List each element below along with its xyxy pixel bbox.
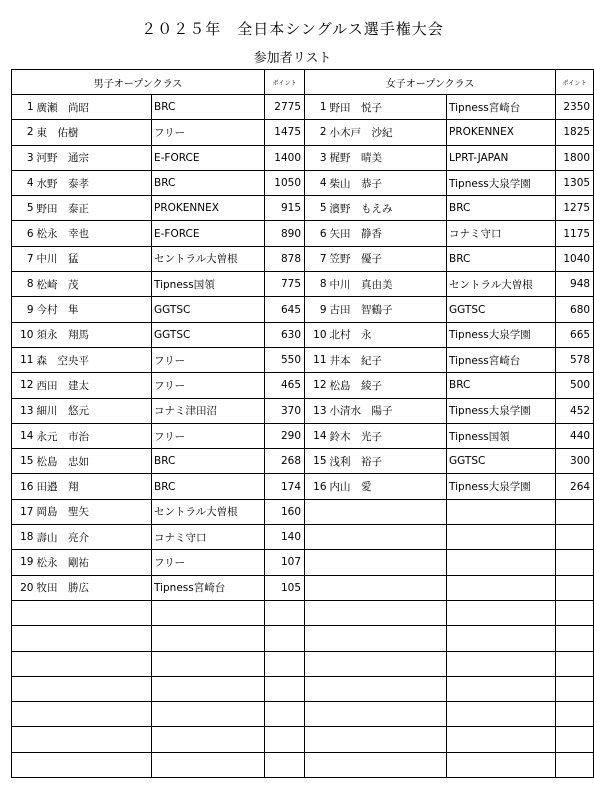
women-name-cell <box>329 626 447 651</box>
women-points-cell <box>556 525 594 550</box>
women-no-cell <box>305 600 329 625</box>
men-no-cell: 7 <box>12 246 36 271</box>
women-club-cell <box>447 651 556 676</box>
women-club-cell <box>447 727 556 752</box>
men-points-cell: 645 <box>265 297 305 322</box>
women-name-cell <box>329 651 447 676</box>
men-no-cell: 17 <box>12 499 36 524</box>
women-name-cell: 井本 紀子 <box>329 347 447 372</box>
men-no-cell: 6 <box>12 221 36 246</box>
men-points-cell: 107 <box>265 550 305 575</box>
women-name-cell <box>329 550 447 575</box>
women-name-cell: 小木戸 沙紀 <box>329 120 447 145</box>
table-body <box>12 95 594 778</box>
men-no-cell: 16 <box>12 474 36 499</box>
women-club-cell: PROKENNEX <box>447 120 556 145</box>
women-name-cell <box>329 752 447 777</box>
women-name-cell: 北村 永 <box>329 322 447 347</box>
women-name-cell: 小清水 陽子 <box>329 398 447 423</box>
women-club-cell: Tipness大泉学園 <box>447 322 556 347</box>
women-club-cell: Tipness大泉学園 <box>447 474 556 499</box>
women-name-cell: 矢田 静香 <box>329 221 447 246</box>
men-club-cell: Tipness国領 <box>152 272 265 297</box>
women-no-cell <box>305 676 329 701</box>
women-name-cell: 笠野 優子 <box>329 246 447 271</box>
women-no-cell <box>305 499 329 524</box>
women-name-cell: 松島 綾子 <box>329 373 447 398</box>
women-club-cell: Tipness宮崎台 <box>447 347 556 372</box>
men-points-cell: 268 <box>265 449 305 474</box>
men-name-cell: 細川 悠元 <box>36 398 152 423</box>
women-club-cell <box>447 702 556 727</box>
men-name-cell: 松永 剛祐 <box>36 550 152 575</box>
men-no-cell: 15 <box>12 449 36 474</box>
men-club-cell <box>152 626 265 651</box>
women-club-cell: BRC <box>447 373 556 398</box>
table-row <box>12 272 594 297</box>
women-no-cell: 6 <box>305 221 329 246</box>
table-row <box>12 499 594 524</box>
women-points-cell <box>556 499 594 524</box>
women-club-cell: セントラル大曽根 <box>447 272 556 297</box>
women-no-cell: 7 <box>305 246 329 271</box>
women-points-cell: 948 <box>556 272 594 297</box>
table-row <box>12 550 594 575</box>
men-no-cell: 3 <box>12 145 36 170</box>
men-name-cell: 壽山 亮介 <box>36 525 152 550</box>
women-name-cell <box>329 499 447 524</box>
men-points-cell: 1050 <box>265 170 305 195</box>
men-name-cell: 永元 市治 <box>36 423 152 448</box>
men-club-cell: BRC <box>152 474 265 499</box>
women-points-cell: 1040 <box>556 246 594 271</box>
women-club-cell <box>447 626 556 651</box>
women-points-cell <box>556 676 594 701</box>
men-name-cell: 須永 翔馬 <box>36 322 152 347</box>
table-row <box>12 221 594 246</box>
men-points-cell: 550 <box>265 347 305 372</box>
men-no-cell: 5 <box>12 196 36 221</box>
women-no-cell: 9 <box>305 297 329 322</box>
women-name-cell <box>329 600 447 625</box>
women-club-cell: GGTSC <box>447 297 556 322</box>
men-no-cell: 13 <box>12 398 36 423</box>
men-club-cell: E-FORCE <box>152 221 265 246</box>
participant-table <box>11 69 594 778</box>
women-club-cell <box>447 676 556 701</box>
men-name-cell <box>36 626 152 651</box>
men-club-cell: セントラル大曽根 <box>152 246 265 271</box>
table-row <box>12 373 594 398</box>
men-name-cell <box>36 752 152 777</box>
women-club-cell: BRC <box>447 196 556 221</box>
women-no-cell: 1 <box>305 95 329 120</box>
women-no-cell: 13 <box>305 398 329 423</box>
men-no-cell: 12 <box>12 373 36 398</box>
men-club-cell <box>152 727 265 752</box>
men-name-cell: 河野 通宗 <box>36 145 152 170</box>
table-row <box>12 398 594 423</box>
women-no-cell: 8 <box>305 272 329 297</box>
women-club-cell <box>447 600 556 625</box>
men-points-cell: 160 <box>265 499 305 524</box>
women-club-cell: GGTSC <box>447 449 556 474</box>
women-club-cell: コナミ守口 <box>447 221 556 246</box>
table-row <box>12 626 594 651</box>
men-name-cell: 廣瀬 尚昭 <box>36 95 152 120</box>
men-name-cell <box>36 600 152 625</box>
women-name-cell: 内山 愛 <box>329 474 447 499</box>
women-name-cell: 梶野 晴美 <box>329 145 447 170</box>
women-points-cell <box>556 752 594 777</box>
women-no-cell <box>305 525 329 550</box>
women-class-header: 女子オープンクラス <box>305 70 556 95</box>
women-club-cell: Tipness大泉学園 <box>447 170 556 195</box>
women-points-cell: 300 <box>556 449 594 474</box>
men-name-cell: 野田 泰正 <box>36 196 152 221</box>
men-no-cell <box>12 676 36 701</box>
men-club-cell: フリー <box>152 373 265 398</box>
men-no-cell: 14 <box>12 423 36 448</box>
table-row <box>12 600 594 625</box>
women-club-cell: Tipness宮崎台 <box>447 95 556 120</box>
women-name-cell: 中川 真由美 <box>329 272 447 297</box>
women-points-cell: 2350 <box>556 95 594 120</box>
women-name-cell <box>329 702 447 727</box>
women-no-cell: 15 <box>305 449 329 474</box>
men-points-cell: 290 <box>265 423 305 448</box>
women-points-cell: 1175 <box>556 221 594 246</box>
women-points-cell: 665 <box>556 322 594 347</box>
men-club-cell: Tipness宮崎台 <box>152 575 265 600</box>
table-row <box>12 651 594 676</box>
men-points-cell <box>265 626 305 651</box>
page-title: ２０２５年 全日本シングルス選手権大会 <box>141 20 444 38</box>
men-no-cell: 11 <box>12 347 36 372</box>
men-points-cell: 630 <box>265 322 305 347</box>
men-points-cell <box>265 600 305 625</box>
women-points-cell <box>556 575 594 600</box>
women-club-cell <box>447 550 556 575</box>
women-no-cell <box>305 550 329 575</box>
men-club-cell: PROKENNEX <box>152 196 265 221</box>
women-points-cell <box>556 550 594 575</box>
women-points-cell: 578 <box>556 347 594 372</box>
women-club-cell <box>447 752 556 777</box>
women-club-cell <box>447 499 556 524</box>
women-no-cell <box>305 702 329 727</box>
men-name-cell: 森 空央平 <box>36 347 152 372</box>
men-name-cell: 東 佑樹 <box>36 120 152 145</box>
men-name-cell: 水野 泰孝 <box>36 170 152 195</box>
men-club-cell: セントラル大曽根 <box>152 499 265 524</box>
men-no-cell <box>12 727 36 752</box>
men-points-header: ポイント <box>265 70 305 95</box>
women-no-cell: 3 <box>305 145 329 170</box>
men-name-cell: 松崎 茂 <box>36 272 152 297</box>
men-name-cell: 松島 忠如 <box>36 449 152 474</box>
men-points-cell <box>265 676 305 701</box>
women-no-cell: 5 <box>305 196 329 221</box>
table-row <box>12 246 594 271</box>
men-club-cell: GGTSC <box>152 322 265 347</box>
women-points-cell <box>556 727 594 752</box>
men-points-cell: 890 <box>265 221 305 246</box>
table-row <box>12 120 594 145</box>
men-name-cell <box>36 727 152 752</box>
table-row <box>12 727 594 752</box>
men-no-cell <box>12 702 36 727</box>
table-row <box>12 702 594 727</box>
table-row <box>12 474 594 499</box>
women-no-cell <box>305 651 329 676</box>
men-no-cell: 1 <box>12 95 36 120</box>
women-name-cell: 浅利 裕子 <box>329 449 447 474</box>
men-no-cell: 2 <box>12 120 36 145</box>
men-club-cell: フリー <box>152 423 265 448</box>
men-name-cell: 今村 隼 <box>36 297 152 322</box>
women-points-cell: 680 <box>556 297 594 322</box>
women-no-cell: 10 <box>305 322 329 347</box>
women-club-cell: BRC <box>447 246 556 271</box>
women-points-header: ポイント <box>556 70 594 95</box>
men-points-cell: 174 <box>265 474 305 499</box>
women-name-cell <box>329 676 447 701</box>
women-points-cell: 440 <box>556 423 594 448</box>
women-no-cell <box>305 727 329 752</box>
table-row <box>12 170 594 195</box>
men-name-cell: 牧田 勝広 <box>36 575 152 600</box>
table-row <box>12 525 594 550</box>
men-name-cell: 田邉 翔 <box>36 474 152 499</box>
women-points-cell <box>556 702 594 727</box>
men-no-cell <box>12 626 36 651</box>
men-club-cell <box>152 600 265 625</box>
women-name-cell: 濱野 もえみ <box>329 196 447 221</box>
men-points-cell <box>265 727 305 752</box>
women-points-cell: 1825 <box>556 120 594 145</box>
men-points-cell: 915 <box>265 196 305 221</box>
men-club-cell <box>152 651 265 676</box>
men-club-cell: BRC <box>152 449 265 474</box>
men-points-cell <box>265 752 305 777</box>
men-club-cell: コナミ守口 <box>152 525 265 550</box>
women-points-cell: 1305 <box>556 170 594 195</box>
men-points-cell <box>265 651 305 676</box>
women-no-cell: 14 <box>305 423 329 448</box>
men-name-cell <box>36 702 152 727</box>
women-club-cell <box>447 525 556 550</box>
men-points-cell: 1400 <box>265 145 305 170</box>
men-no-cell: 9 <box>12 297 36 322</box>
men-club-cell: GGTSC <box>152 297 265 322</box>
women-name-cell <box>329 525 447 550</box>
table-row <box>12 196 594 221</box>
women-name-cell <box>329 727 447 752</box>
women-no-cell: 2 <box>305 120 329 145</box>
table-row <box>12 575 594 600</box>
women-club-cell <box>447 575 556 600</box>
table-header-row <box>12 70 594 95</box>
men-club-cell <box>152 702 265 727</box>
women-points-cell: 1800 <box>556 145 594 170</box>
men-no-cell: 8 <box>12 272 36 297</box>
men-no-cell <box>12 651 36 676</box>
men-name-cell: 西田 建太 <box>36 373 152 398</box>
men-club-cell: コナミ津田沼 <box>152 398 265 423</box>
men-no-cell: 19 <box>12 550 36 575</box>
women-no-cell <box>305 575 329 600</box>
table-row <box>12 423 594 448</box>
table-row <box>12 297 594 322</box>
women-club-cell: Tipness大泉学園 <box>447 398 556 423</box>
men-club-cell: フリー <box>152 120 265 145</box>
men-name-cell: 中川 猛 <box>36 246 152 271</box>
men-points-cell: 370 <box>265 398 305 423</box>
men-points-cell <box>265 702 305 727</box>
men-no-cell <box>12 752 36 777</box>
men-no-cell: 18 <box>12 525 36 550</box>
men-no-cell <box>12 600 36 625</box>
women-no-cell: 11 <box>305 347 329 372</box>
men-club-cell <box>152 752 265 777</box>
table-row <box>12 95 594 120</box>
table-row <box>12 145 594 170</box>
women-no-cell <box>305 752 329 777</box>
table-row <box>12 752 594 777</box>
women-points-cell: 264 <box>556 474 594 499</box>
women-no-cell: 12 <box>305 373 329 398</box>
women-name-cell: 古田 智鶴子 <box>329 297 447 322</box>
table-row <box>12 347 594 372</box>
page-subtitle: 参加者リスト <box>253 51 332 66</box>
men-no-cell: 20 <box>12 575 36 600</box>
men-club-cell: フリー <box>152 550 265 575</box>
men-club-cell: フリー <box>152 347 265 372</box>
women-points-cell <box>556 651 594 676</box>
women-points-cell: 500 <box>556 373 594 398</box>
table-row <box>12 322 594 347</box>
women-points-cell: 1275 <box>556 196 594 221</box>
men-name-cell <box>36 676 152 701</box>
women-name-cell <box>329 575 447 600</box>
women-club-cell: LPRT-JAPAN <box>447 145 556 170</box>
men-points-cell: 2775 <box>265 95 305 120</box>
women-points-cell <box>556 626 594 651</box>
men-points-cell: 105 <box>265 575 305 600</box>
women-no-cell: 4 <box>305 170 329 195</box>
men-club-cell: E-FORCE <box>152 145 265 170</box>
men-name-cell: 松永 幸也 <box>36 221 152 246</box>
men-club-cell <box>152 676 265 701</box>
men-points-cell: 1475 <box>265 120 305 145</box>
women-no-cell: 16 <box>305 474 329 499</box>
men-points-cell: 878 <box>265 246 305 271</box>
men-name-cell <box>36 651 152 676</box>
women-points-cell: 452 <box>556 398 594 423</box>
women-name-cell: 野田 悦子 <box>329 95 447 120</box>
men-class-header: 男子オープンクラス <box>12 70 265 95</box>
women-points-cell <box>556 600 594 625</box>
women-no-cell <box>305 626 329 651</box>
men-points-cell: 465 <box>265 373 305 398</box>
men-club-cell: BRC <box>152 95 265 120</box>
men-no-cell: 10 <box>12 322 36 347</box>
women-name-cell: 鈴木 光子 <box>329 423 447 448</box>
table-row <box>12 676 594 701</box>
men-points-cell: 140 <box>265 525 305 550</box>
women-club-cell: Tipness国領 <box>447 423 556 448</box>
men-points-cell: 775 <box>265 272 305 297</box>
women-name-cell: 柴山 恭子 <box>329 170 447 195</box>
men-name-cell: 岡島 聖矢 <box>36 499 152 524</box>
table-row <box>12 449 594 474</box>
men-no-cell: 4 <box>12 170 36 195</box>
men-club-cell: BRC <box>152 170 265 195</box>
